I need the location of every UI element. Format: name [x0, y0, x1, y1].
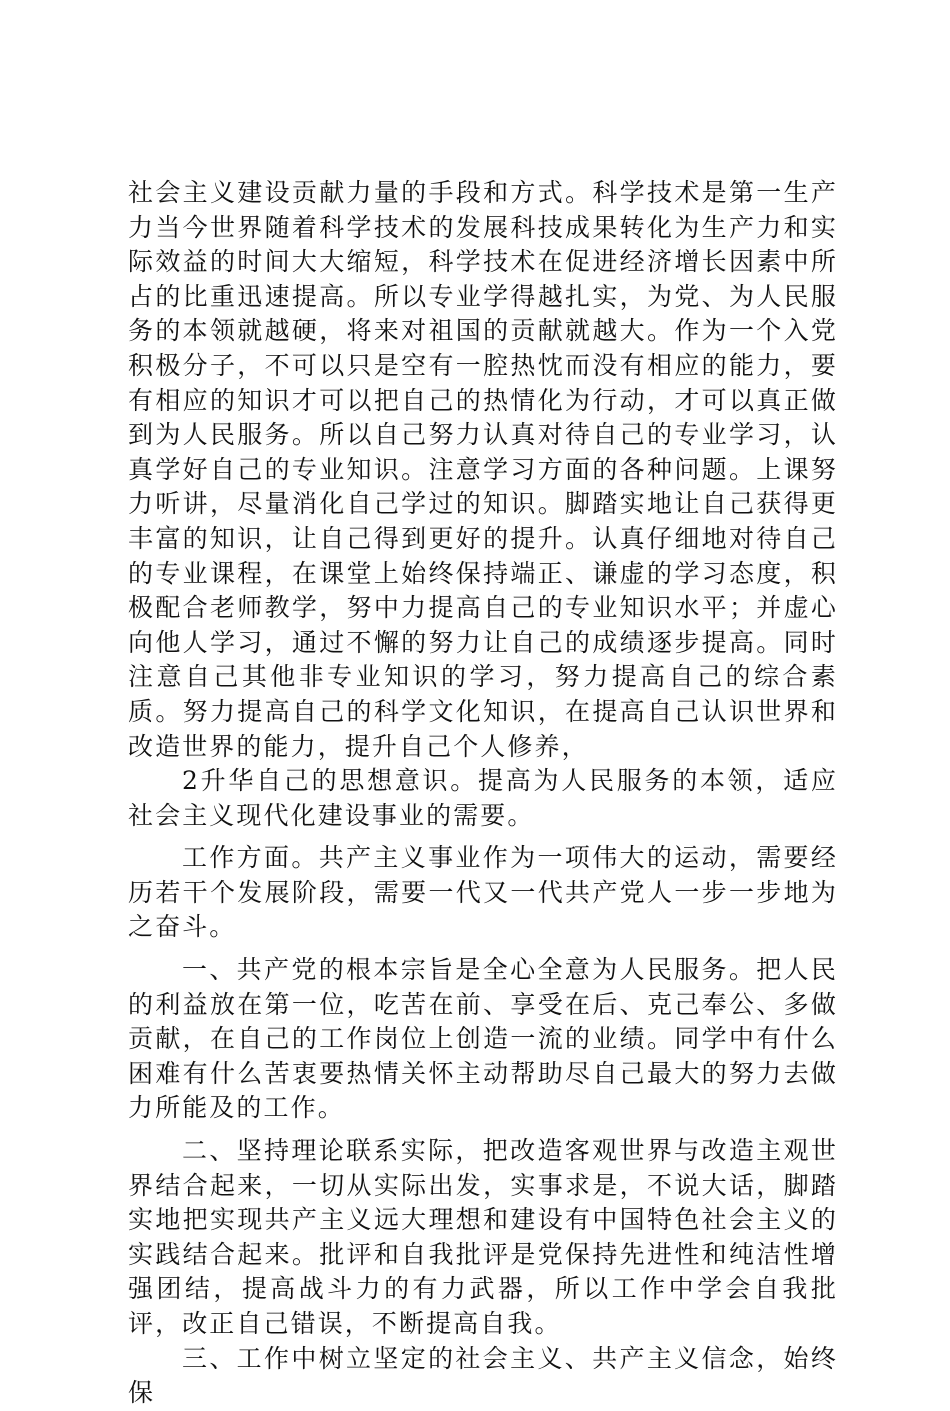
paragraph-6: 三、工作中树立坚定的社会主义、共产主义信念，始终保 — [128, 1343, 838, 1408]
paragraph-1: 社会主义建设贡献力量的手段和方式。科学技术是第一生产力当今世界随着科学技术的发展科技成果转化为生产力和实际效益的时间大大缩短，科学技术在促进经济增长因素中所占的比重迅速提高。所以专业学得越扎实，为党、为人民服务的本领就越硬，将来对祖国的贡献就越大。作为一个入党积极分子，不可以只是空有一腔热忱而没有相应的能力，要有相应的知识才可以把自己的热情化为行动，才可以真正做到为人民服务。所以自己努力认真对待自己的专业学习，认真学好自己的专业知识。注意学习方面的各种问题。上课努力听讲，尽量消化自己学过的知识。脚踏实地让自己获得更丰富的知识，让自己得到更好的提升。认真仔细地对待自己的专业课程，在课堂上始终保持端正、谦虚的学习态度，积极配合老师教学，努中力提高自己的专业知识水平；并虚心向他人学习，通过不懈的努力让自己的成绩逐步提高。同时注意自己其他非专业知识的学习，努力提高自己的综合素质。努力提高自己的科学文化知识，在提高自己认识世界和改造世界的能力，提升自己个人修养， — [128, 178, 838, 761]
paragraph-5: 二、坚持理论联系实际，把改造客观世界与改造主观世界结合起来，一切从实际出发，实事求是，不说大话，脚踏实地把实现共产主义远大理想和建设有中国特色社会主义的实践结合起来。批评和自我批评是党保持先进性和纯洁性增强团结，提高战斗力的有力武器，所以工作中学会自我批评，改正自己错误，不断提高自我。 — [128, 1136, 838, 1338]
paragraph-3: 工作方面。共产主义事业作为一项伟大的运动，需要经历若干个发展阶段，需要一代又一代共产党人一步一步地为之奋斗。 — [128, 843, 838, 942]
paragraph-2: 2升华自己的思想意识。提高为人民服务的本领，适应社会主义现代化建设事业的需要。 — [128, 766, 838, 830]
paragraph-4: 一、共产党的根本宗旨是全心全意为人民服务。把人民的利益放在第一位，吃苦在前、享受在后、克己奉公、多做贡献，在自己的工作岗位上创造一流的业绩。同学中有什么困难有什么苦衷要热情关怀主动帮助尽自己最大的努力去做力所能及的工作。 — [128, 955, 838, 1123]
document-body — [128, 176, 838, 1411]
